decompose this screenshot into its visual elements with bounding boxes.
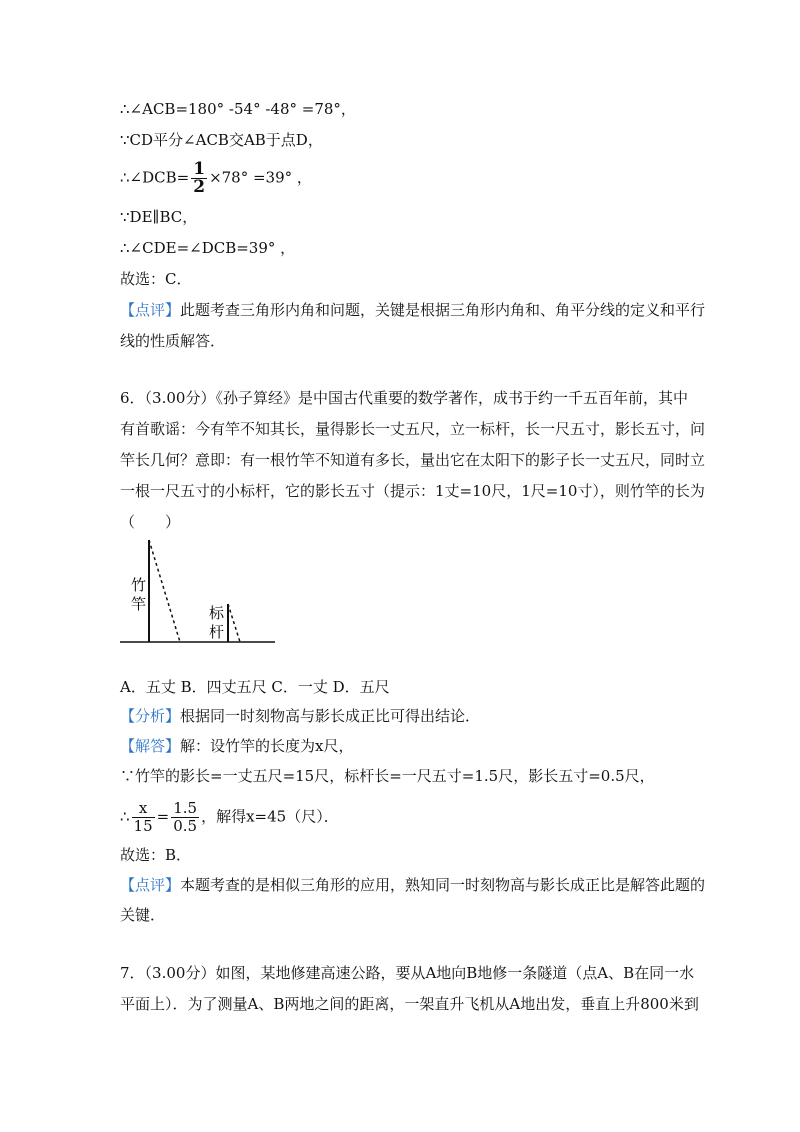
comment-line-1: [120, 300, 705, 320]
fraction-1.5-over-0.5: [171, 800, 199, 835]
fraction-numerator: x: [132, 800, 155, 818]
equals-sign: =: [156, 807, 170, 826]
review-tag: 【点评】: [120, 876, 181, 894]
analysis-text: 根据同一时刻物高与影长成正比可得出结论．: [180, 707, 481, 725]
solution-line-1: ∴∠ACB=180° -54° -48° =78°，: [120, 100, 356, 118]
question-7-line-2: 平面上）．为了测量A、B两地之间的距离，一架直升飞机从A地出发，垂直上升800米到: [120, 995, 699, 1013]
answer-tag: 【解答】: [120, 737, 181, 755]
solution-line-3-prefix: ∴∠DCB=: [120, 168, 190, 187]
question-6-line-3: 竿长几何？意即：有一根竹竿不知道有多长，量出它在太阳下的影子长一丈五尺，同时立: [120, 451, 706, 469]
stick-shadow-ray: [228, 604, 240, 642]
pole-label-2: 竿: [131, 595, 147, 613]
solution-line-3: [120, 161, 312, 196]
pole-label-1: 竹: [131, 576, 147, 594]
answer-line-3-suffix: ，解得x=45（尺）．: [201, 807, 339, 826]
answer-text: 解：设竹竿的长度为x尺，: [180, 737, 354, 755]
review-text: 本题考查的是相似三角形的应用，熟知同一时刻物高与影长成正比是解答此题的: [180, 876, 706, 894]
stick-label-2: 杆: [209, 623, 225, 641]
pole-shadow-ray: [149, 540, 180, 642]
fraction-one-half: [191, 161, 207, 196]
answer-line-3: [120, 800, 339, 835]
analysis-tag: 【分析】: [120, 707, 181, 725]
solution-line-2: ∵CD平分∠ACB交AB于点D，: [120, 131, 323, 149]
answer-line-1: [120, 736, 353, 756]
answer-line-4: 故选：B．: [120, 846, 192, 864]
fraction-numerator: 1.5: [173, 799, 198, 817]
solution-line-4: ∵DE∥BC，: [120, 208, 198, 226]
fraction-denominator: 0.5: [173, 817, 198, 835]
question-6-line-2: 有首歌谣：今有竿不知其长，量得影长一丈五尺，立一标杆，长一尺五寸，影长五寸，问: [120, 420, 706, 438]
stick-label-1: 标: [209, 604, 225, 622]
answer-line-2: ∵竹竿的影长=一丈五尺=15尺，标杆长=一尺五寸=1.5尺，影长五寸=0.5尺，: [120, 767, 655, 785]
bamboo-pole-figure: [118, 530, 278, 650]
fraction-numerator: 1: [193, 159, 206, 179]
question-7-line-1: 7．（3.00分）如图，某地修建高速公路，要从A地向B地修一条隧道（点A、B在同一水: [120, 964, 695, 982]
answer-line-3-prefix: ∴: [120, 807, 130, 826]
review-line-1: [120, 875, 705, 895]
question-6-line-4: 一根一尺五寸的小标杆，它的影长五寸（提示：1丈=10尺，1尺=10寸），则竹竿的长为: [120, 482, 705, 500]
question-6-line-5: （ ）: [120, 513, 181, 531]
comment-tag: 【点评】: [120, 301, 181, 319]
comment-text: 此题考查三角形内角和问题，关键是根据三角形内角和、角平分线的定义和平行: [180, 301, 706, 319]
analysis-line: [120, 706, 480, 726]
solution-line-6: 故选：C．: [120, 270, 192, 288]
question-6-line-1: 6．（3.00分）《孙子算经》是中国古代重要的数学著作，成书于约一千五百年前，其中: [120, 389, 688, 407]
fraction-denominator: 15: [133, 817, 153, 835]
solution-line-5: ∴∠CDE=∠DCB=39° ，: [120, 239, 296, 257]
answer-options: A．五丈 B．四丈五尺 C．一丈 D．五尺: [120, 678, 390, 696]
fraction-x-over-15: [132, 800, 155, 835]
fraction-denominator: 2: [193, 177, 206, 197]
solution-line-3-suffix: ×78° =39° ，: [209, 168, 312, 187]
comment-line-2: 线的性质解答．: [120, 332, 226, 350]
review-line-2: 关键．: [120, 906, 166, 924]
